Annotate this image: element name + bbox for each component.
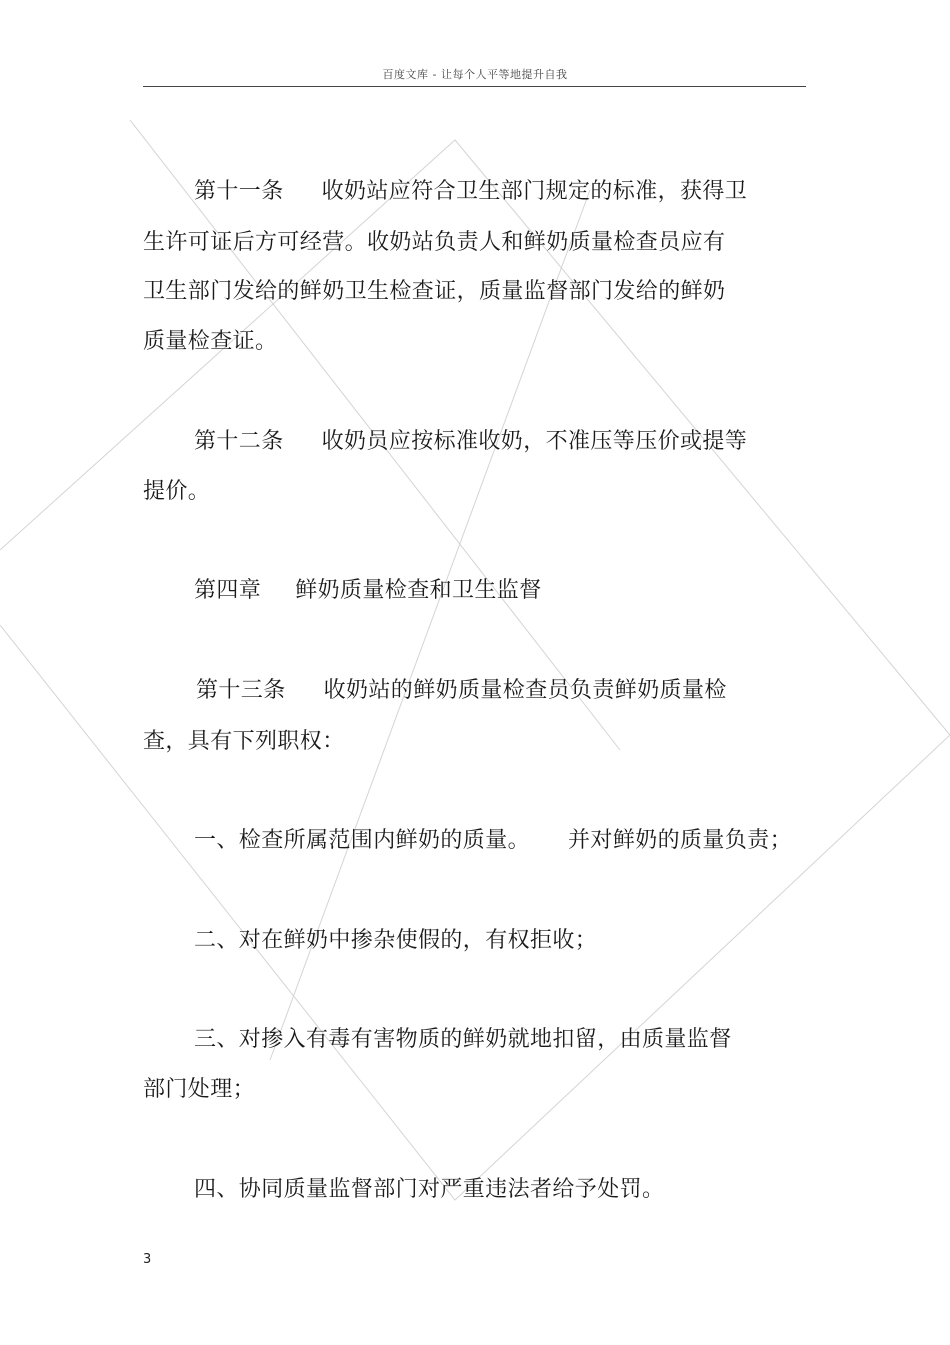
item-4: 四、协同质量监督部门对严重违法者给予处罚。: [194, 1177, 665, 1202]
article-11-first-line: [194, 177, 747, 207]
article-12-label: 第十二条: [194, 429, 284, 454]
article-12-first-line: [194, 427, 747, 457]
article-13-text-2: 查，具有下列职权：: [143, 729, 345, 754]
item-1-part-2: 并对鲜奶的质量负责；: [568, 828, 793, 853]
header-text: 百度文库 - 让每个人平等地提升自我: [382, 68, 568, 81]
item-1: [194, 826, 792, 856]
chapter-4-label: 第四章: [194, 578, 262, 603]
article-11-text-3: 卫生部门发给的鲜奶卫生检查证，质量监督部门发给的鲜奶: [143, 279, 726, 304]
chapter-4-title: 鲜奶质量检查和卫生监督: [295, 578, 542, 603]
item-3-line-2: 部门处理；: [143, 1077, 256, 1102]
article-12-text-2: 提价。: [143, 479, 211, 504]
article-11-text-4: 质量检查证。: [143, 329, 278, 354]
article-11-text-1: 收奶站应符合卫生部门规定的标准，获得卫: [321, 179, 748, 204]
article-13-text-1: 收奶站的鲜奶质量检查员负责鲜奶质量检: [323, 678, 727, 703]
item-2: 二、对在鲜奶中掺杂使假的，有权拒收；: [194, 928, 598, 953]
article-13-first-line: [196, 676, 727, 706]
article-11-text-2: 生许可证后方可经营。收奶站负责人和鲜奶质量检查员应有: [143, 230, 726, 255]
article-13-label: 第十三条: [196, 678, 286, 703]
article-12-text-1: 收奶员应按标准收奶，不准压等压价或提等: [321, 429, 748, 454]
header-rule: [143, 86, 806, 87]
article-11-label: 第十一条: [194, 179, 284, 204]
item-1-part-1: 一、检查所属范围内鲜奶的质量。: [194, 828, 531, 853]
chapter-4-heading: [194, 576, 542, 606]
item-3-line-1: 三、对掺入有毒有害物质的鲜奶就地扣留，由质量监督: [194, 1027, 732, 1052]
page-number: 3: [143, 1252, 152, 1267]
